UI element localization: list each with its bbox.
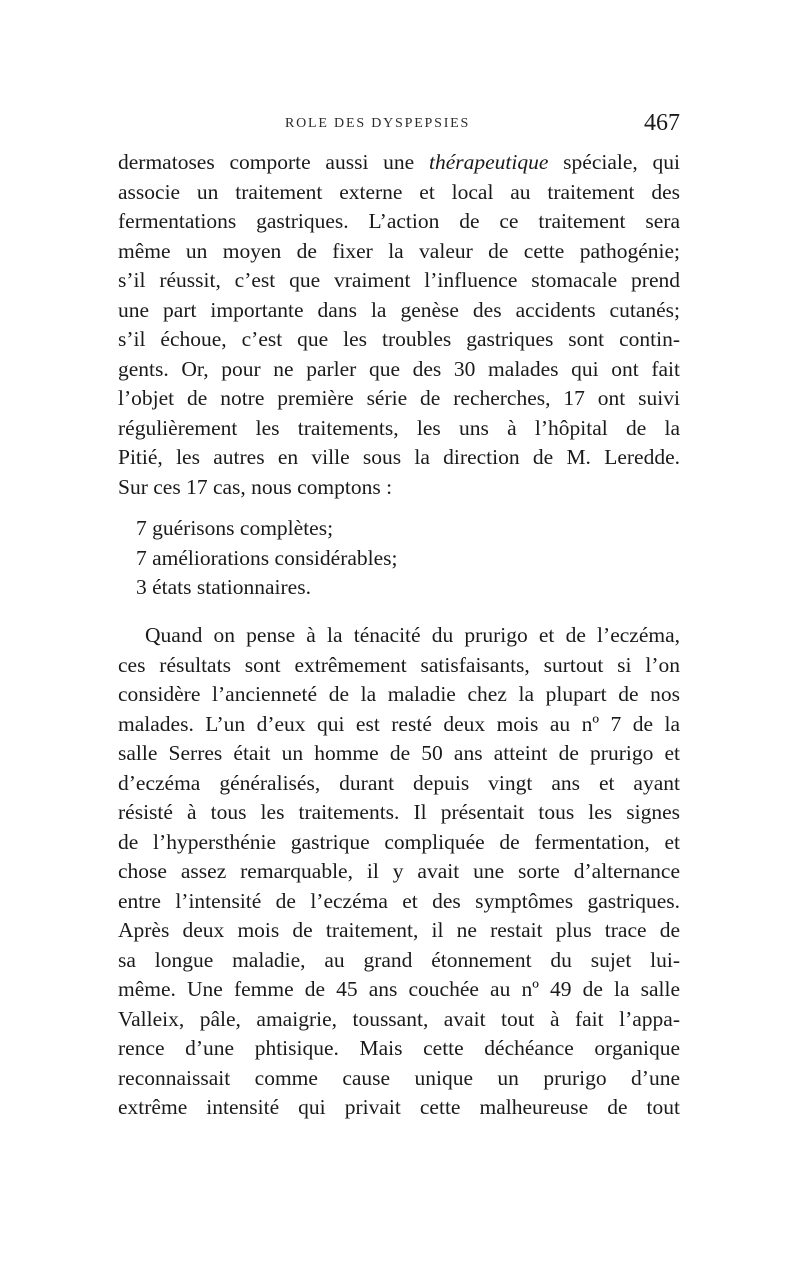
paragraph-line: s’il échoue, c’est que les troubles gastriques sont contin- <box>118 327 680 351</box>
page-header <box>118 110 680 144</box>
paragraph-line: extrême intensité qui privait cette malheureuse de tout <box>118 1095 680 1119</box>
paragraph-line: de l’hypersthénie gastrique compliquée de fermentation, et <box>118 830 680 854</box>
paragraph-line: Valleix, pâle, amaigrie, toussant, avait tout à fait l’appa- <box>118 1007 680 1031</box>
paragraph-line: gents. Or, pour ne parler que des 30 malades qui ont fait <box>118 357 680 381</box>
paragraph-line: entre l’intensité de l’eczéma et des symptômes gastriques. <box>118 889 680 913</box>
text-run: dermatoses comporte aussi une <box>118 150 429 174</box>
paragraph-line: régulièrement les traitements, les uns à l’hôpital de la <box>118 416 680 440</box>
paragraph-line: ces résultats sont extrêmement satisfaisants, surtout si l’on <box>118 653 680 677</box>
paragraph-line: Quand on pense à la ténacité du prurigo et de l’eczéma, <box>145 623 680 647</box>
paragraph-line: rence d’une phtisique. Mais cette déchéance organique <box>118 1036 680 1060</box>
paragraph-line: d’eczéma généralisés, durant depuis vingt ans et ayant <box>118 771 680 795</box>
list-item: 7 améliorations considérables; <box>136 546 398 570</box>
paragraph-line: Pitié, les autres en ville sous la direction de M. Leredde. <box>118 445 680 469</box>
running-title: ROLE DES DYSPEPSIES <box>285 116 471 131</box>
paragraph-line: sa longue maladie, au grand étonnement du sujet lui- <box>118 948 680 972</box>
paragraph-line: fermentations gastriques. L’action de ce traitement sera <box>118 209 680 233</box>
italic-term: thérapeutique <box>428 150 549 174</box>
paragraph-line: l’objet de notre première série de recherches, 17 ont suivi <box>118 386 680 410</box>
text-run: spéciale, qui <box>548 150 680 174</box>
paragraph-line: Après deux mois de traitement, il ne restait plus trace de <box>118 918 680 942</box>
paragraph-line: chose assez remarquable, il y avait une sorte d’alternance <box>118 859 680 883</box>
paragraph-line: même un moyen de fixer la valeur de cette pathogénie; <box>118 239 680 263</box>
paragraph-line: malades. L’un d’eux qui est resté deux mois au nº 7 de la <box>118 712 680 736</box>
list-item: 3 états stationnaires. <box>136 575 311 599</box>
paragraph-line: résisté à tous les traitements. Il présentait tous les signes <box>118 800 680 824</box>
paragraph-line: salle Serres était un homme de 50 ans atteint de prurigo et <box>118 741 680 765</box>
paragraph-line: considère l’ancienneté de la maladie chez la plupart de nos <box>118 682 680 706</box>
paragraph-line: s’il réussit, c’est que vraiment l’influence stomacale prend <box>118 268 680 292</box>
paragraph-line: associe un traitement externe et local au traitement des <box>118 180 680 204</box>
paragraph-line: une part importante dans la genèse des accidents cutanés; <box>118 298 680 322</box>
paragraph-line <box>118 147 680 177</box>
paragraph-line: Sur ces 17 cas, nous comptons : <box>118 475 393 499</box>
paragraph-line: reconnaissait comme cause unique un prurigo d’une <box>118 1066 680 1090</box>
list-item: 7 guérisons complètes; <box>136 516 334 540</box>
page-number: 467 <box>644 110 680 136</box>
paragraph-line: même. Une femme de 45 ans couchée au nº 49 de la salle <box>118 977 680 1001</box>
